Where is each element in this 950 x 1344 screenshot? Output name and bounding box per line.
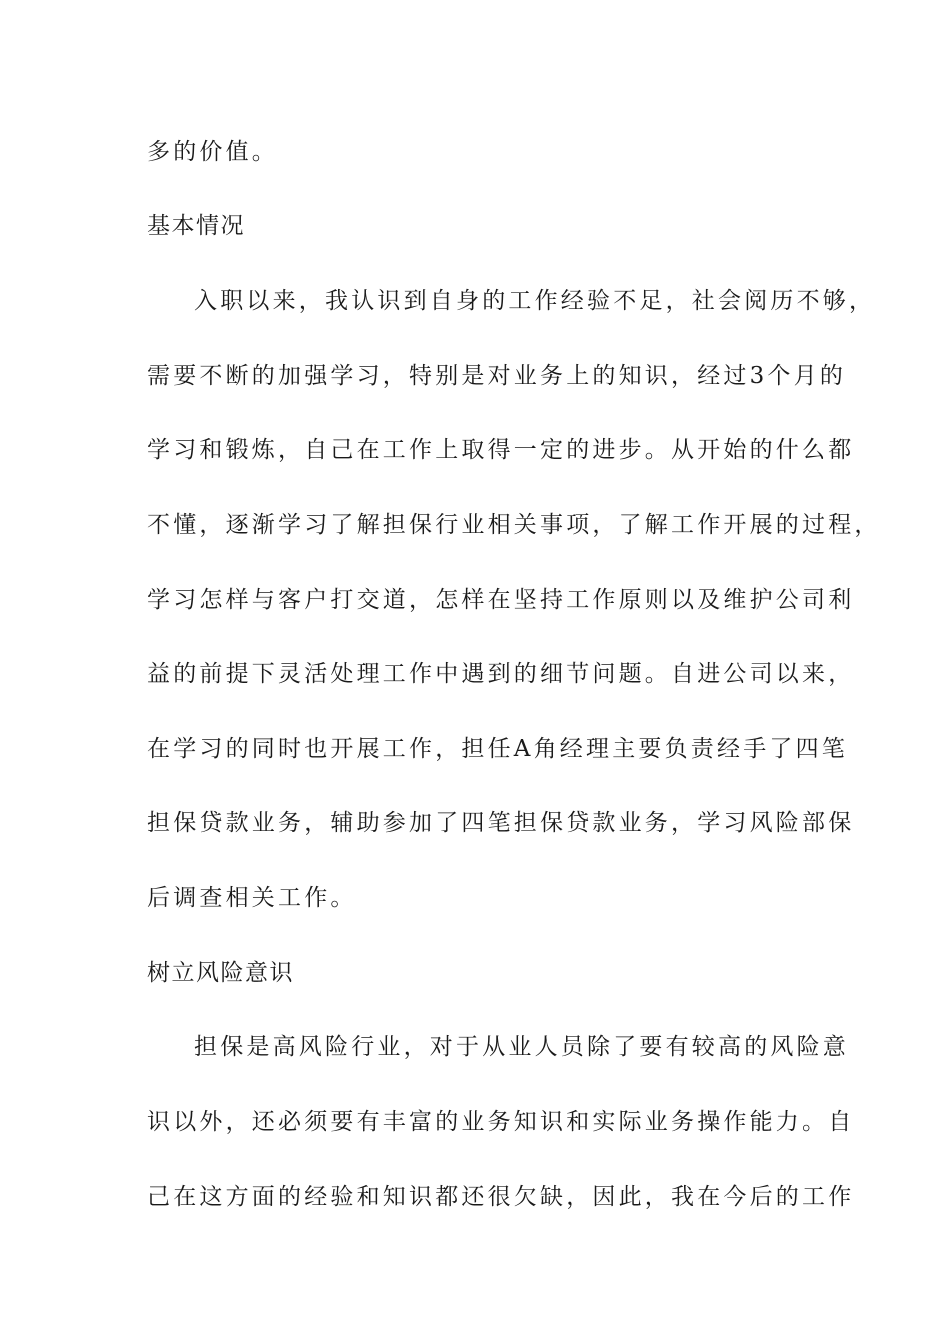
paragraph-line: 在学习的同时也开展工作，担任A角经理主要负责经手了四笔 xyxy=(147,736,849,762)
paragraph-line: 担保贷款业务，辅助参加了四笔担保贷款业务，学习风险部保 xyxy=(147,810,855,836)
paragraph-line: 不懂，逐渐学习了解担保行业相关事项，了解工作开展的过程， xyxy=(147,512,881,538)
paragraph-line: 多的价值。 xyxy=(147,139,278,165)
paragraph-line: 学习怎样与客户打交道，怎样在坚持工作原则以及维护公司利 xyxy=(147,587,855,613)
paragraph-line: 学习和锻炼，自己在工作上取得一定的进步。从开始的什么都 xyxy=(147,437,855,463)
section-heading: 基本情况 xyxy=(147,213,245,239)
paragraph-line: 入职以来，我认识到自身的工作经验不足，社会阅历不够， xyxy=(194,288,876,314)
paragraph-line: 需要不断的加强学习，特别是对业务上的知识，经过3个月的 xyxy=(147,363,847,389)
paragraph-line: 担保是高风险行业，对于从业人员除了要有较高的风险意 xyxy=(194,1034,849,1060)
paragraph-line: 己在这方面的经验和知识都还很欠缺，因此，我在今后的工作 xyxy=(147,1184,855,1210)
paragraph-line: 后调查相关工作。 xyxy=(147,885,357,911)
paragraph-line: 识以外，还必须要有丰富的业务知识和实际业务操作能力。自 xyxy=(147,1109,855,1135)
section-heading: 树立风险意识 xyxy=(147,960,294,986)
paragraph-line: 益的前提下灵活处理工作中遇到的细节问题。自进公司以来， xyxy=(147,661,855,687)
